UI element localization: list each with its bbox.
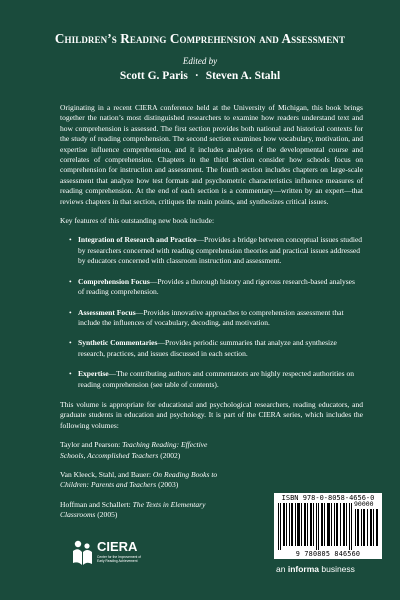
series-year: (2002) [158, 450, 181, 460]
feature-term: Assessment Focus [78, 307, 136, 317]
series-authors: Taylor and Pearson: [60, 440, 123, 450]
feature-item [69, 308, 363, 329]
logo-subtitle: Center for the Improvement of Early Reading Achievement [97, 555, 141, 563]
features-intro: Key features of this outstanding new book include: [60, 216, 215, 226]
description-paragraph: Originating in a recent CIERA conference held at the University of Michigan, this book brings together the nation’s most distinguished researchers to examine how readers understand text and how comprehension is assessed. The first section provides both national and historical contexts for the study of reading comprehension. The second section examines how vocabulary, motivation, and expertise influence comprehension, and it includes analyses of the developmental course and correlates of comprehension. Chapters in the third section consider how schools focus on comprehension for instruction and assessment. The fourth section includes chapters on large-scale assessment that analyze how test formats and psychometric characteristics influence measures of reading comprehension. At the end of each section is a commentary—written by an expert—that reviews chapters in that section, critiques the main points, and synthesizes critical issues. [60, 103, 363, 206]
series-year: (2003) [156, 480, 179, 490]
bullet-icon: • [69, 276, 72, 286]
series-title: On Reading Books to Children: Parents and Teachers [60, 469, 218, 490]
tagline-prefix: an [276, 564, 288, 574]
book-title: Children’s Reading Comprehension and Assessment [54, 31, 346, 46]
publisher-tagline [276, 564, 355, 574]
informa-brand: informa [287, 564, 319, 574]
tagline-suffix: business [319, 564, 355, 574]
series-authors: Hoffman and Schallert: [60, 499, 133, 509]
feature-term: Integration of Research and Practice [78, 235, 197, 245]
isbn-label: ISBN 978-0-8058-4656-0 [281, 494, 375, 502]
series-volume [60, 500, 230, 521]
feature-term: Synthetic Commentaries [78, 338, 158, 348]
blurb-body [60, 103, 363, 530]
feature-item [69, 338, 363, 359]
ciera-logo [70, 538, 150, 578]
barcode-number: 9 780805 846560 [295, 550, 361, 558]
series-year: (2005) [95, 510, 118, 520]
feature-item [69, 277, 363, 298]
series-title: The Texts in Elementary Classrooms [60, 499, 206, 520]
series-volume [60, 470, 230, 491]
bullet-icon: • [69, 235, 72, 245]
bullet-icon: • [69, 369, 72, 379]
feature-item [69, 235, 363, 266]
feature-item [69, 369, 363, 390]
series-volume [60, 440, 230, 461]
feature-text: —The contributing authors and commentators are highly respected authorities on reading comprehension (see table of contents). [78, 369, 355, 389]
bullet-icon: • [69, 307, 72, 317]
feature-term: Comprehension Focus [78, 276, 150, 286]
barcode-bars [276, 503, 380, 550]
series-title: Teaching Reading: Effective Schools, Accomplished Teachers [60, 440, 208, 460]
bullet-icon: • [69, 338, 72, 348]
feature-text: —Provides periodic summaries that analyze and synthesize research, practices, and issues discussed in each section. [78, 338, 337, 358]
price-code: 90000 [354, 500, 374, 508]
closing-paragraph: This volume is appropriate for educational and psychological researchers, reading educators, and graduate students in education and psychology. It is part of the CIERA series, which includes the following volumes: [60, 399, 363, 430]
isbn-barcode [274, 493, 382, 559]
editors-line [0, 70, 400, 82]
feature-term: Expertise [78, 369, 109, 379]
feature-text: —Provides innovative approaches to comprehension assessment that include the influences of vocabulary, decoding, and motivation. [78, 307, 344, 327]
features-list [60, 235, 363, 389]
logo-wordmark: CIERA [97, 539, 138, 554]
editor-separator: · [194, 70, 199, 82]
editor-name: Steven A. Stahl [205, 70, 281, 82]
edited-by-label: Edited by [182, 56, 218, 66]
feature-text: —Provides a thorough history and rigorous research-based analyses of reading comprehension. [78, 276, 355, 297]
ciera-logo-icon [70, 538, 96, 568]
editor-name: Scott G. Paris [119, 70, 188, 82]
series-authors: Van Kleeck, Stahl, and Bauer: [60, 469, 153, 479]
feature-text: —Provides a bridge between conceptual issues studied by researchers concerned with reading comprehension theories and practical issues addressed by educators concerned with classroom instruction and assessment. [78, 235, 363, 266]
